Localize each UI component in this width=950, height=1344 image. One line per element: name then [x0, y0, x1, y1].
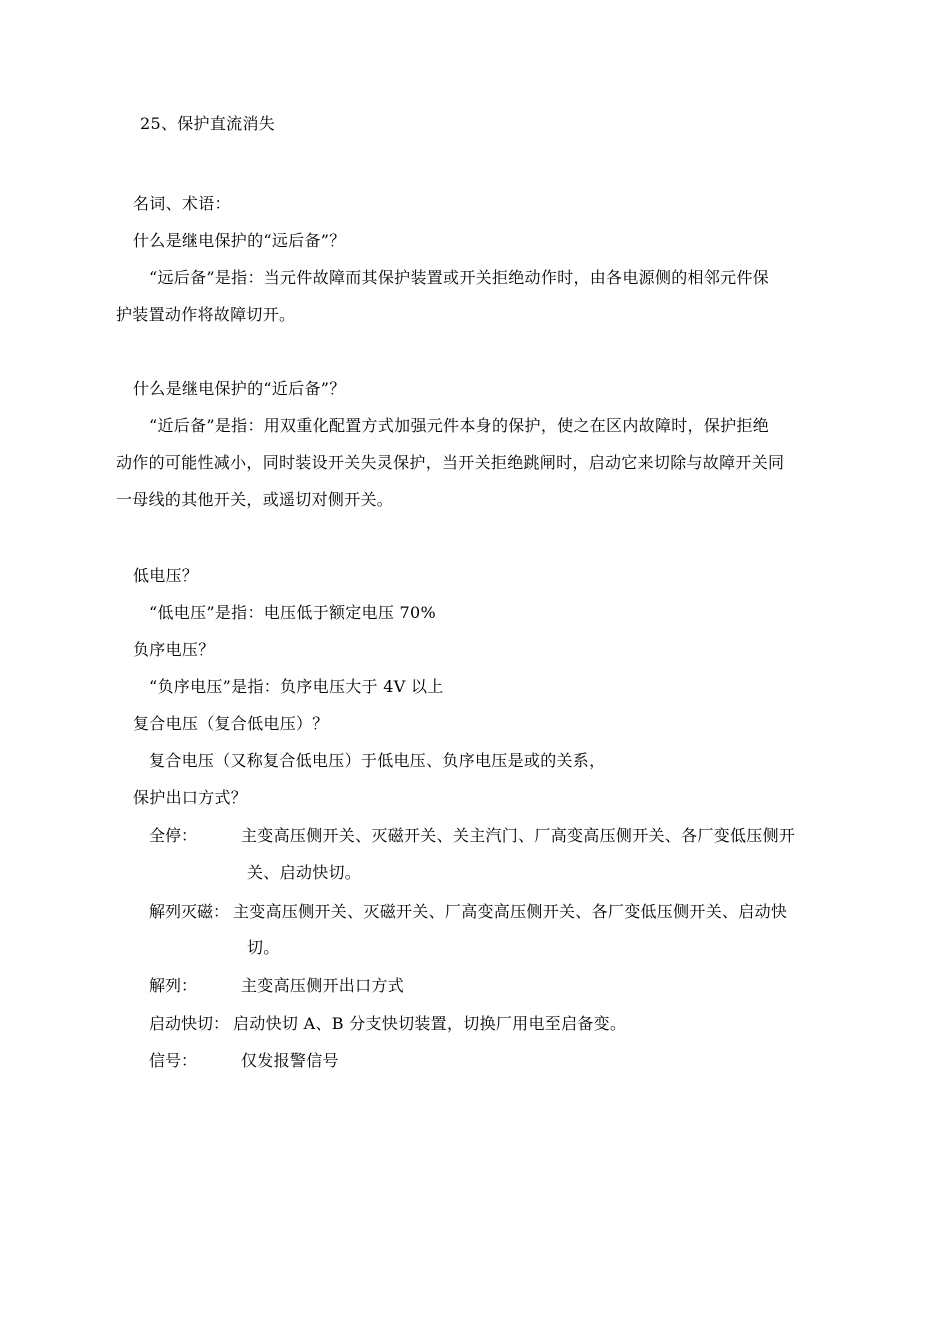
question-far-backup: 什么是继电保护的“远后备”？: [133, 231, 346, 250]
answer-near-backup-line: 动作的可能性减小，同时装设开关失灵保护，当开关拒绝跳闸时，启动它来切除与故障开关同: [116, 453, 785, 472]
question-low-voltage: 低电压？: [133, 566, 199, 585]
outlet-mode-desc-split-demag: 主变高压侧开关、灭磁开关、厂高变高压侧开关、各厂变低压侧开关、启动快: [233, 902, 788, 921]
outlet-mode-label-signal: 信号：: [149, 1051, 198, 1070]
outlet-mode-desc-split-demag: 切。: [247, 938, 280, 957]
answer-near-backup-line: “近后备”是指：用双重化配置方式加强元件本身的保护，使之在区内故障时，保护拒绝: [149, 416, 770, 435]
answer-far-backup-line: 护装置动作将故障切开。: [116, 305, 296, 324]
terms-heading: 名词、术语：: [133, 194, 231, 213]
question-outlet-mode: 保护出口方式？: [133, 788, 248, 807]
outlet-mode-label-full-stop: 全停：: [149, 826, 198, 845]
section-heading-item-25: 25、保护直流消失: [140, 114, 276, 133]
outlet-mode-desc-full-stop: 关、启动快切。: [247, 863, 362, 882]
outlet-mode-label-split: 解列：: [149, 976, 198, 995]
outlet-mode-label-fast-switch: 启动快切：: [149, 1014, 230, 1033]
answer-near-backup-line: 一母线的其他开关，或遥切对侧开关。: [116, 490, 394, 509]
answer-negative-sequence-voltage: “负序电压”是指：负序电压大于 4V 以上: [149, 677, 444, 696]
outlet-mode-desc-fast-switch: 启动快切 A、B 分支快切装置，切换厂用电至启备变。: [233, 1014, 627, 1033]
outlet-mode-desc-full-stop: 主变高压侧开关、灭磁开关、关主汽门、厂高变高压侧开关、各厂变低压侧开: [241, 826, 796, 845]
answer-far-backup-line: “远后备”是指：当元件故障而其保护装置或开关拒绝动作时，由各电源侧的相邻元件保: [149, 268, 770, 287]
outlet-mode-desc-signal: 仅发报警信号: [241, 1051, 339, 1070]
question-negative-sequence-voltage: 负序电压？: [133, 640, 215, 659]
outlet-mode-desc-split: 主变高压侧开出口方式: [241, 976, 405, 995]
question-near-backup: 什么是继电保护的“近后备”？: [133, 379, 346, 398]
question-composite-voltage: 复合电压（复合低电压）？: [133, 714, 329, 733]
answer-composite-voltage: 复合电压（又称复合低电压）于低电压、负序电压是或的关系，: [149, 751, 606, 770]
outlet-mode-label-split-demag: 解列灭磁：: [149, 902, 230, 921]
answer-low-voltage: “低电压”是指：电压低于额定电压 70%: [149, 603, 437, 622]
